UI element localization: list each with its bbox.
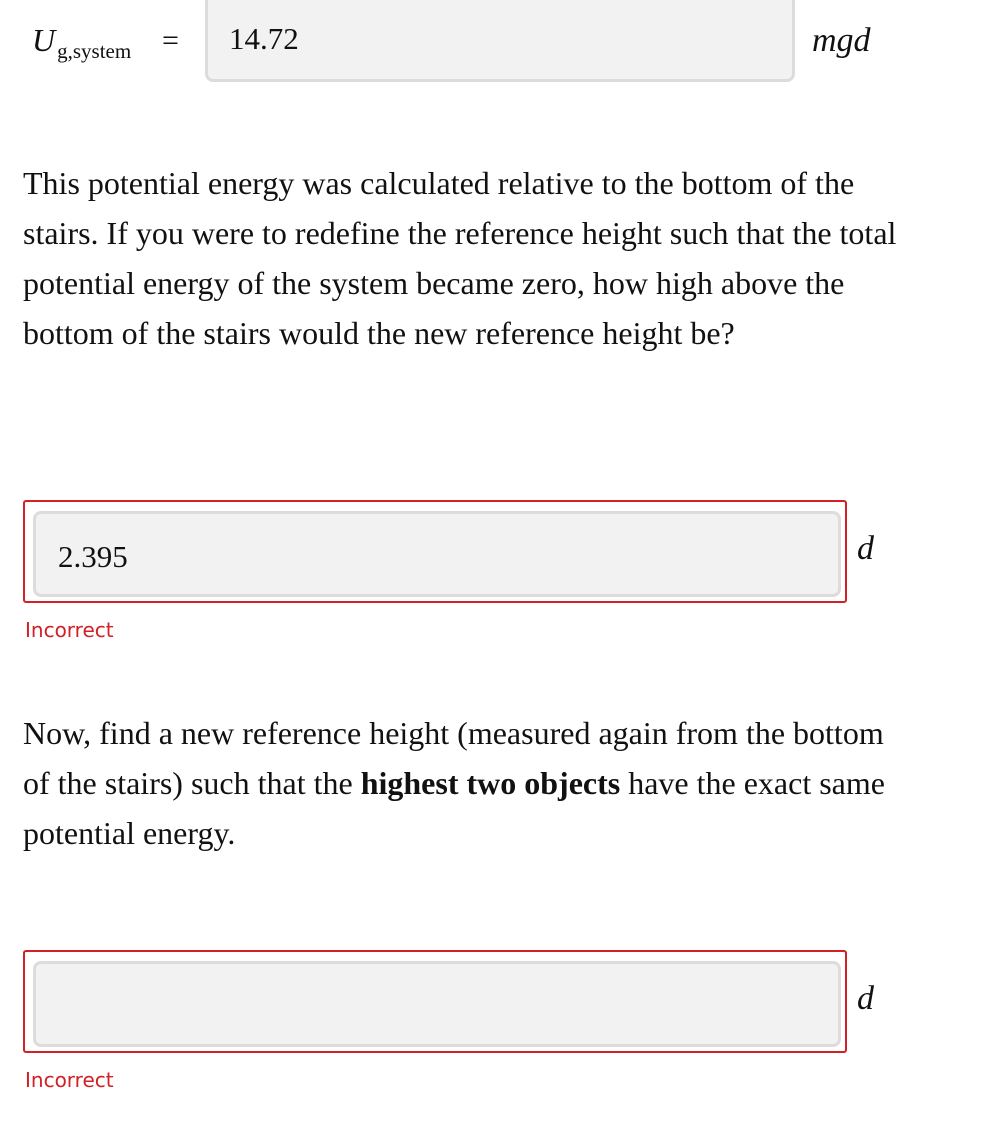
feedback-incorrect-2: Incorrect: [25, 1068, 114, 1092]
equal-energy-height-input[interactable]: [33, 961, 841, 1047]
reference-height-input[interactable]: 2.395: [33, 511, 841, 597]
potential-energy-symbol: [32, 22, 132, 63]
question-2-text: [23, 708, 903, 858]
question-2-text-before: Now, find a new reference height (measured again from the bottom of the stairs) such that the: [23, 715, 884, 801]
question-1-text: This potential energy was calculated relative to the bottom of the stairs. If you were to redefine the reference height such that the total potential energy of the system became zero, how high above the bottom of the stairs would the new reference height be?: [23, 165, 897, 351]
question-2-emphasis: highest two objects: [360, 765, 621, 801]
unit-d-1: d: [857, 530, 874, 567]
answer-1-frame: [23, 500, 847, 603]
symbol-subscript: g,system: [57, 39, 132, 63]
equals-sign: =: [162, 24, 179, 57]
unit-d-2: d: [857, 980, 874, 1017]
symbol-main: U: [32, 22, 56, 58]
potential-energy-input[interactable]: 14.72: [205, 0, 795, 82]
feedback-incorrect-1: Incorrect: [25, 618, 114, 642]
unit-mgd: mgd: [812, 22, 871, 59]
answer-2-frame: [23, 950, 847, 1053]
question-2-text-after: have the exact same potential energy.: [23, 765, 885, 851]
